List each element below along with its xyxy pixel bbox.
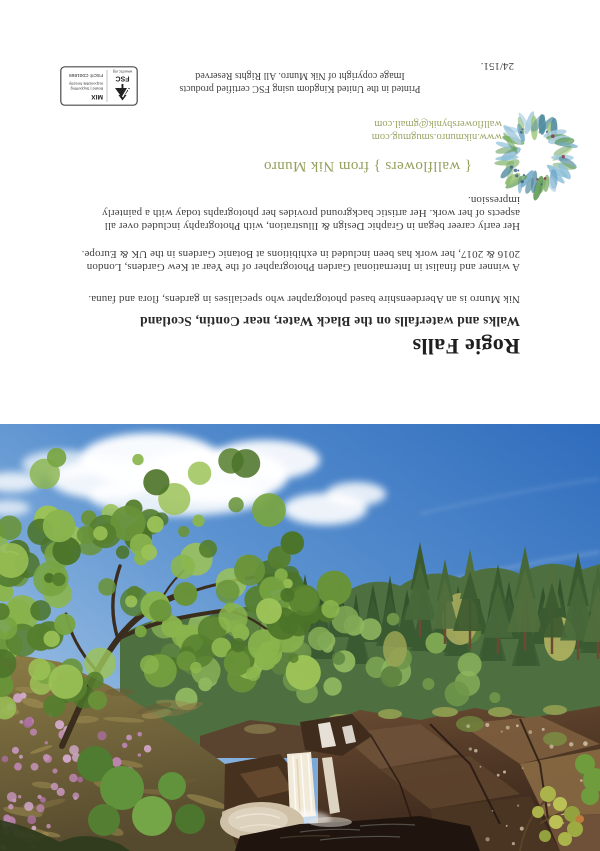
bio-paragraph-1: Nik Munro is an Aberdeenshire based photographer who specialises in gardens, flora and fauna. xyxy=(88,293,520,305)
card-back-rotated-content xyxy=(0,0,600,424)
brand-name: { wallflowers } from Nik Munro xyxy=(263,158,472,174)
edition-number: 24/151. xyxy=(480,60,514,72)
brand-website: www.nikmunro.smugmug.com xyxy=(371,131,502,142)
fsc-sub-line-2: responsible forestry xyxy=(69,81,103,87)
fsc-license: FSC® C001869 xyxy=(69,72,103,77)
fsc-sub-line-1: Board | Supporting xyxy=(70,86,103,92)
fsc-wordmark: FSC xyxy=(115,74,130,82)
landscape-photo xyxy=(0,424,600,851)
fsc-label-icon xyxy=(60,66,138,106)
bio-paragraph-2: A winner and finalist in International Garden Photographer of the Year at Kew Gardens, London 2016 & 2017, her work has been included in exhibitions at Botanic Gardens in the UK & Europe. xyxy=(81,247,520,273)
card-subtitle: Walks and waterfalls on the Black Water, near Contin, Scotland xyxy=(139,313,520,329)
print-line-2: Image copyright of Nik Munro. All Rights Reserved xyxy=(195,70,405,82)
print-line-1: Printed in the United Kingdom using FSC certified products xyxy=(179,83,421,94)
rogie-falls-photo-illustration xyxy=(0,424,600,851)
fsc-grade: MIX xyxy=(91,93,103,100)
bio-paragraph-3: Her early career began in Graphic Design & Illustration, with Photography included over all aspects of her work. Her artistic background provides her photographs today with a painterly impression. xyxy=(102,193,520,232)
fsc-url: www.fsc.org xyxy=(112,69,133,74)
card-back-panel xyxy=(0,0,600,424)
print-info xyxy=(170,69,430,94)
brand-email: wallflowersbynik@gmail.com xyxy=(374,118,502,129)
page-title: Rogie Falls xyxy=(412,334,520,360)
